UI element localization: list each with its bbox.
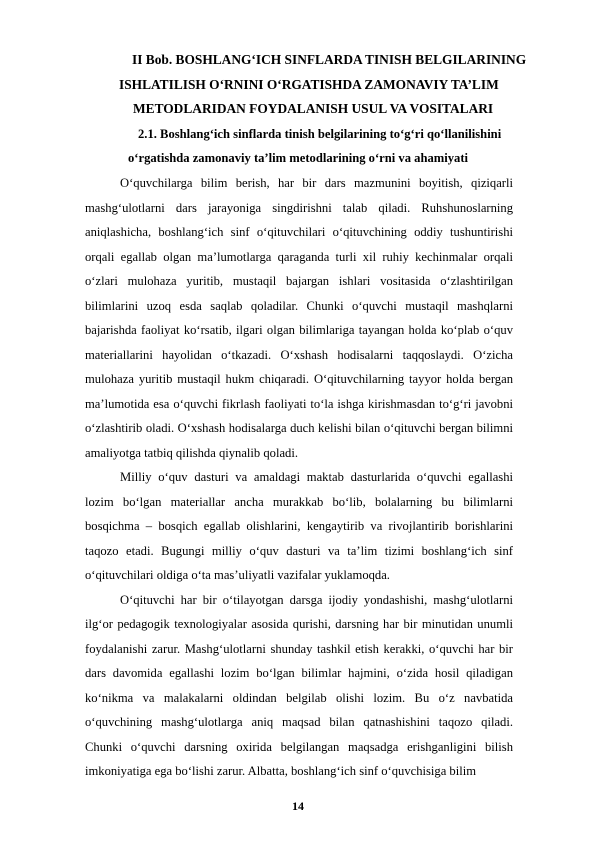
paragraph-3: O‘qituvchi har bir o‘tilayotgan darsga ijodiy yondashishi, mashg‘ulotlarni ilg‘or pedagogik texnologiyalar asosida qurishi, darsning har bir minutidan unumli foydalanishi zarur. Mashg‘ulotlarni shunday tashkil etish kerakki, o‘quvchi har bir dars davomida egallashi lozim bo‘lgan bilimlar hajmini, o‘zida hosil qiladigan ko‘nikma va malakalarni oldindan belgilab olishi lozim. Bu o‘z navbatida o‘quvchining mashg‘ulotlarga aniq maqsad bilan qatnashishini taqozo qiladi. Chunki o‘quvchi darsning oxirida belgilangan maqsadga erishganligini bilish imkoniyatiga ega bo‘lishi zarur. Albatta, boshlang‘ich sinf o‘quvchisiga bilim: [85, 592, 513, 778]
section-heading-line-1: 2.1. Boshlang‘ich sinflarda tinish belgilarining to‘g‘ri qo‘llanilishini: [138, 127, 502, 141]
chapter-heading-line-2: ISHLATILISH O‘RNINI O‘RGATISHDA ZAMONAVIY TA’LIM: [119, 77, 499, 92]
page-number: 14: [292, 799, 304, 813]
paragraph-1: O‘quvchilarga bilim berish, har bir dars mazmunini boyitish, qiziqarli mashg‘ulotlarni dars jarayoniga singdirishni talab qiladi. Ruhshunoslarning aniqlashicha, boshlang‘ich sinf o‘qituvchilari o‘qituvchining oddiy tushuntirishi orqali egallab olgan ma’lumotlarga qaraganda turli xil ruhiy kechinmalar orqali o‘zlari mulohaza yuritib, mustaqil bajargan ishlari vositasida o‘zlashtirilgan bilimlarini uzoq esda saqlab qoladilar. Chunki o‘quvchi mustaqil mashqlarni bajarishda faoliyat ko‘rsatib, ilgari olgan bilimlariga tayangan holda ko‘plab o‘quv materiallarini hayolidan o‘tkazadi. O‘xshash hodisalarni taqqoslaydi. O‘zicha mulohaza yuritib mustaqil hukm chiqaradi. O‘qituvchilarning tayyor holda bergan ma’lumotida esa o‘quvchi fikrlash faoliyati to‘la ishga kirishmasdan to‘g‘ri javobni o‘zlashtirib oladi. O‘xshash hodisalarga duch kelishi bilan o‘qituvchi bergan bilimni amaliyotga tatbiq qilishda qiynalib qoladi.: [85, 176, 513, 460]
body-text: [85, 171, 513, 784]
paragraph-2: Milliy o‘quv dasturi va amaldagi maktab dasturlarida o‘quvchi egallashi lozim bo‘lgan materiallar ancha murakkab bo‘lib, bolalarning bu bilimlarni bosqichma – bosqich egallab olishlarini, kengaytirib va rivojlantirib borishlarini taqozo etadi. Bugungi milliy o‘quv dasturi va ta’lim tizimi boshlang‘ich sinf o‘qituvchilari oldiga o‘ta mas’uliyatli vazifalar yuklamoqda.: [85, 470, 513, 582]
section-heading-line-2: o‘rgatishda zamonaviy ta’lim metodlarining o‘rni va ahamiyati: [128, 151, 469, 165]
chapter-heading-line-3: METODLARIDAN FOYDALANISH USUL VA VOSITALARI: [133, 101, 494, 116]
chapter-heading-line-1: II Bob. BOSHLANG‘ICH SINFLARDA TINISH BELGILARINING: [132, 52, 527, 67]
